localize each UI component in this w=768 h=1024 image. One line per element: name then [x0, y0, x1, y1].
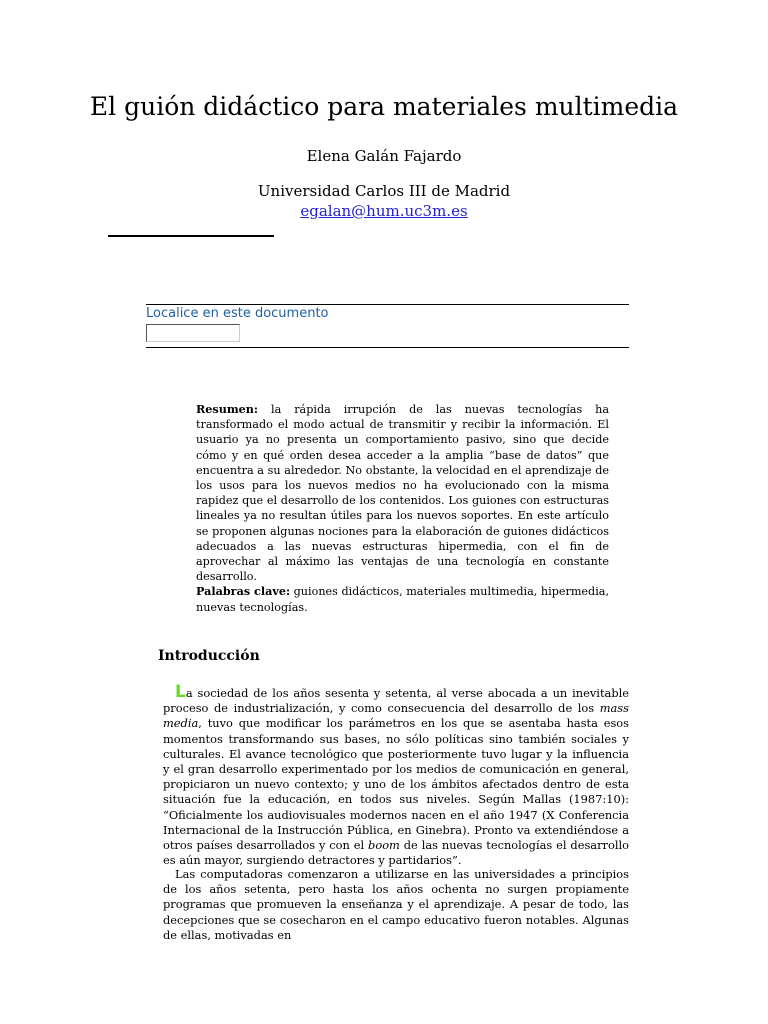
keywords-paragraph [196, 584, 609, 614]
keywords-text: guiones didácticos, materiales multimedia, hipermedia, nuevas tecnologías. [196, 585, 610, 614]
abstract-block [196, 402, 609, 615]
intro-p1-text-c: de las nuevas tecnologías el desarrollo es aún mayor, surgiendo detractores y partidarios”. [163, 838, 629, 868]
locate-label: Localice en este documento [146, 306, 329, 321]
intro-paragraph-2: Las computadoras comenzaron a utilizarse en las universidades a principios de los años setenta, pero hasta los años ochenta no surgen propiamente programas que promueven la enseñanza y el aprendizaje. A pesar de todo, las decepciones que se cosecharon en el campo educativo fueron notables. Algunas de ellas, motivadas en [163, 867, 629, 942]
drop-cap: L [175, 682, 186, 702]
author-name: Elena Galán Fajardo [306, 147, 462, 165]
keywords-label: Palabras clave: [196, 584, 291, 599]
intro-p1-text-b: , tuvo que modificar los parámetros en los que se asentaba hasta esos momentos transformando sus bases, no sólo políticas sino también sociales y culturales. El avance tecnológico que posteriormente tuvo lugar y la influencia y el gran desarrollo experimentado por los medios de comunicación en general, propiciaron un nuevo contexto; y uno de los ámbitos afectados dentro de esta situación fue la educación, en todos sus niveles. Según Mallas (1987:10): “Oficialmente los audiovisuales modernos nacen en el año 1947 (X Conferencia Internacional de la Instrucción Pública, en Ginebra). Pronto va extendiéndose a otros países desarrollados y con el [163, 716, 629, 853]
email-link[interactable]: egalan@hum.uc3m.es [300, 202, 468, 220]
locate-search-input[interactable] [146, 324, 240, 342]
author-affiliation: Universidad Carlos III de Madrid [257, 182, 511, 200]
author-email [0, 201, 768, 221]
intro-p1-text-a: a sociedad de los años sesenta y setenta, al verse abocada a un inevitable proceso de industrialización, y como consecuencia del desarrollo de los [163, 686, 629, 716]
section-heading-introduccion: Introducción [158, 648, 260, 664]
abstract-text: la rápida irrupción de las nuevas tecnologías ha transformado el modo actual de transmitir y recibir la información. El usuario ya no presenta un comportamiento pasivo, sino que decide cómo y en qué orden desea acceder a la amplia “base de datos” que encuentra a su alrededor. No obstante, la velocidad en el aprendizaje de los usos para los nuevos medios no ha evolucionado con la misma rapidez que el desarrollo de los contenidos. Los guiones con estructuras lineales ya no resultan útiles para los nuevos soportes. En este artículo se proponen algunas nociones para la elaboración de guiones didácticos adecuados a las nuevas estructuras hipermedia, con el fin de aprovechar al máximo las ventajas de una tecnología en constante desarrollo. [196, 403, 609, 584]
intro-p1-emphasis-boom: boom [368, 838, 400, 853]
locate-bottom-rule [146, 347, 629, 348]
document-title: El guión didáctico para materiales multimedia [89, 92, 679, 121]
abstract-label: Resumen: [196, 402, 259, 416]
title-divider [108, 235, 274, 237]
intro-paragraph-1 [163, 682, 629, 868]
abstract-paragraph [196, 402, 609, 584]
intro-p1-emphasis-mass-media: mass media [163, 701, 629, 731]
